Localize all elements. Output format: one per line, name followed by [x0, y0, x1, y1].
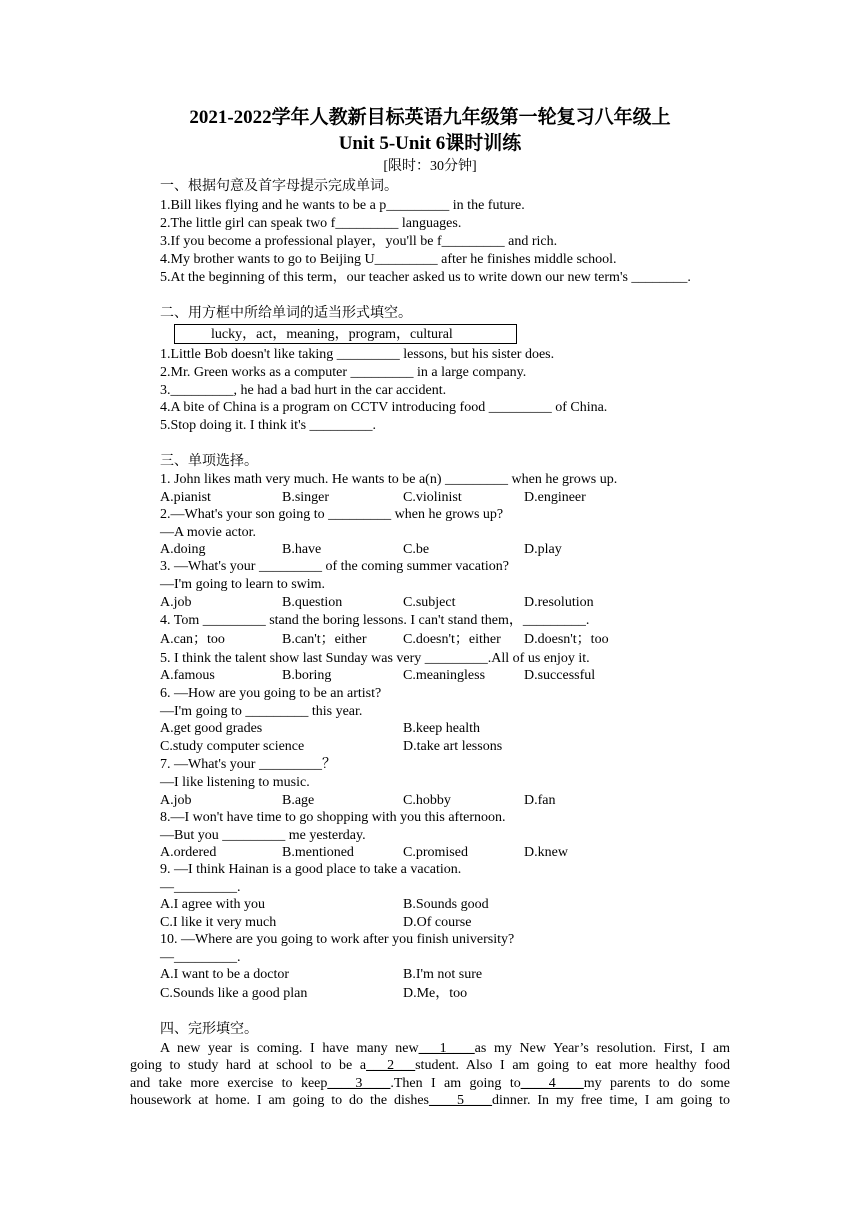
section4-heading: 四、完形填空。	[160, 1022, 258, 1037]
question-answer-line: —I'm going to learn to swim.	[160, 577, 326, 592]
option-c: C.violinist	[403, 490, 462, 505]
option-d: D.Me，too	[403, 986, 468, 1001]
option-d: D.resolution	[524, 595, 594, 610]
cloze-blank: ___1____	[418, 1041, 475, 1056]
option-b: B.boring	[282, 668, 332, 683]
question-stem: 7. —What's your _________？	[160, 757, 336, 772]
option-c: C.hobby	[403, 793, 451, 808]
option-a: A.job	[160, 595, 192, 610]
option-a: A.can；too	[160, 632, 225, 647]
cloze-blank: ____3____	[327, 1076, 391, 1091]
question-stem: 4. Tom _________ stand the boring lessons. I can't stand them，_________.	[160, 613, 590, 628]
cloze-line: A new year is coming. I have many new___1____as my New Year’s resolution. First, I am	[160, 1041, 730, 1056]
question-answer-line: —A movie actor.	[160, 525, 257, 540]
option-d: D.play	[524, 542, 562, 557]
option-d: D.successful	[524, 668, 596, 683]
section2-heading: 二、用方框中所给单词的适当形式填空。	[160, 306, 412, 321]
option-a: A.I want to be a doctor	[160, 967, 290, 982]
option-c: C.promised	[403, 845, 468, 860]
section1-heading: 一、根据句意及首字母提示完成单词。	[160, 179, 398, 194]
section2-item: 3._________, he had a bad hurt in the car accident.	[160, 383, 447, 398]
option-c: C.I like it very much	[160, 915, 277, 930]
section1-item: 3.If you become a professional player，you'll be f_________ and rich.	[160, 234, 558, 249]
question-stem: 3. —What's your _________ of the coming summer vacation?	[160, 559, 509, 574]
question-stem: 9. —I think Hainan is a good place to take a vacation.	[160, 862, 462, 877]
cloze-blank: ___2___	[366, 1058, 416, 1073]
option-b: B.have	[282, 542, 322, 557]
cloze-blank: ____5____	[428, 1093, 492, 1108]
section1-item: 4.My brother wants to go to Beijing U_________ after he finishes middle school.	[160, 252, 617, 267]
option-b: B.age	[282, 793, 315, 808]
cloze-blank: ____4____	[520, 1076, 584, 1091]
question-answer-line: —But you _________ me yesterday.	[160, 828, 366, 843]
option-b: B.singer	[282, 490, 330, 505]
section2-item: 5.Stop doing it. I think it's _________.	[160, 418, 377, 433]
option-c: C.subject	[403, 595, 456, 610]
option-b: B.Sounds good	[403, 897, 489, 912]
option-a: A.I agree with you	[160, 897, 265, 912]
question-stem: 5. I think the talent show last Sunday was very _________.All of us enjoy it.	[160, 651, 590, 666]
option-b: B.mentioned	[282, 845, 354, 860]
option-a: A.job	[160, 793, 192, 808]
option-b: B.question	[282, 595, 343, 610]
question-stem: 1. John likes math very much. He wants to be a(n) _________ when he grows up.	[160, 472, 618, 487]
cloze-line: going to study hard at school to be a___2___student. Also I am going to eat more healthy food	[130, 1058, 730, 1073]
document-title-line1: 2021-2022学年人教新目标英语九年级第一轮复习八年级上	[189, 107, 671, 128]
document-title-line2: Unit 5-Unit 6课时训练	[338, 133, 522, 154]
question-answer-line: —I like listening to music.	[160, 775, 310, 790]
question-stem: 8.—I won't have time to go shopping with you this afternoon.	[160, 810, 506, 825]
cloze-line: and take more exercise to keep____3____.Then I am going to____4____my parents to do some	[130, 1076, 730, 1091]
option-b: B.I'm not sure	[403, 967, 483, 982]
option-a: A.famous	[160, 668, 215, 683]
option-b: B.keep health	[403, 721, 480, 736]
question-answer-line: —_________.	[160, 950, 241, 965]
section1-item: 5.At the beginning of this term，our teacher asked us to write down our new term's ________.	[160, 270, 691, 285]
section1-item: 1.Bill likes flying and he wants to be a p_________ in the future.	[160, 198, 525, 213]
question-answer-line: —I'm going to _________ this year.	[160, 704, 363, 719]
option-d: D.fan	[524, 793, 556, 808]
option-c: C.be	[403, 542, 430, 557]
section2-item: 2.Mr. Green works as a computer _________ in a large company.	[160, 365, 527, 380]
question-stem: 10. —Where are you going to work after you finish university?	[160, 932, 515, 947]
option-d: D.engineer	[524, 490, 586, 505]
option-c: C.doesn't；either	[403, 632, 501, 647]
option-d: D.doesn't；too	[524, 632, 609, 647]
option-a: A.get good grades	[160, 721, 263, 736]
section2-item: 1.Little Bob doesn't like taking _________ lessons, but his sister does.	[160, 347, 555, 362]
section2-item: 4.A bite of China is a program on CCTV introducing food _________ of China.	[160, 400, 608, 415]
option-d: D.take art lessons	[403, 739, 503, 754]
question-stem: 2.—What's your son going to _________ when he grows up?	[160, 507, 504, 522]
option-c: C.study computer science	[160, 739, 305, 754]
option-d: D.Of course	[403, 915, 472, 930]
option-c: C.meaningless	[403, 668, 486, 683]
word-box	[174, 324, 517, 344]
option-a: A.pianist	[160, 490, 211, 505]
option-b: B.can't；either	[282, 632, 367, 647]
question-answer-line: —_________.	[160, 880, 241, 895]
word-box-words: lucky，act，meaning，program，cultural	[211, 327, 453, 342]
section3-heading: 三、单项选择。	[160, 454, 258, 469]
option-c: C.Sounds like a good plan	[160, 986, 308, 1001]
section1-item: 2.The little girl can speak two f_________ languages.	[160, 216, 462, 231]
time-limit: [限时：30分钟]	[383, 159, 477, 174]
option-d: D.knew	[524, 845, 568, 860]
option-a: A.doing	[160, 542, 206, 557]
cloze-line: housework at home. I am going to do the dishes____5____dinner. In my free time, I am going to	[130, 1093, 730, 1108]
option-a: A.ordered	[160, 845, 217, 860]
question-stem: 6. —How are you going to be an artist?	[160, 686, 382, 701]
